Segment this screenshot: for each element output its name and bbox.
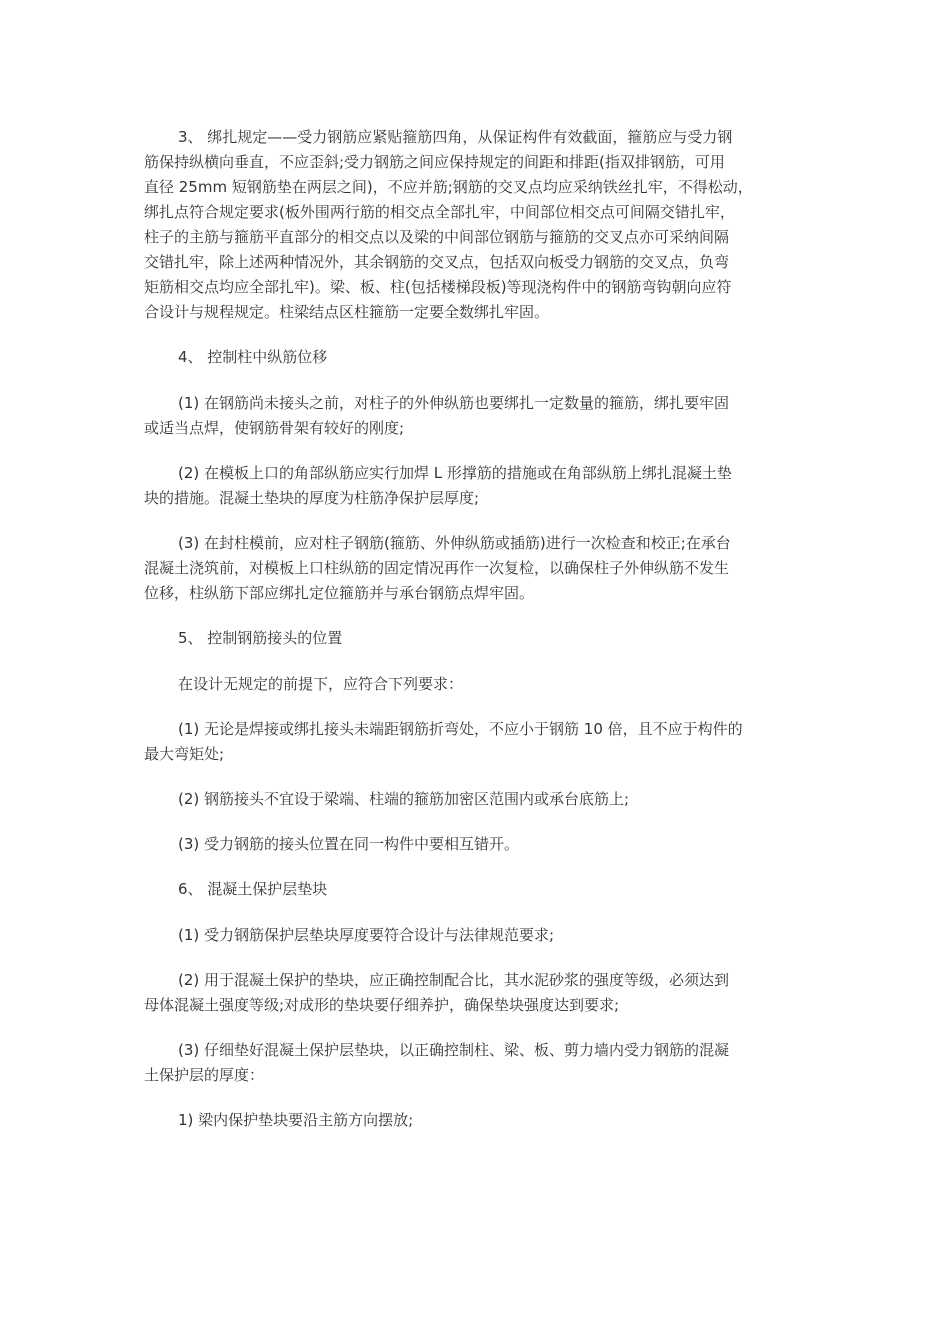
text-line: (3) 受力钢筋的接头位置在同一构件中要相互错开。 — [178, 835, 520, 853]
paragraph-item — [144, 672, 810, 697]
text-line: 母体混凝土强度等级;对成形的垫块要仔细养护，确保垫块强度达到要求; — [144, 996, 620, 1014]
text-line: 柱子的主筋与箍筋平直部分的相交点以及梁的中间部位钢筋与箍筋的交叉点亦可采纳间隔 — [144, 228, 730, 246]
text-line: 交错扎牢，除上述两种情况外，其余钢筋的交叉点，包括双向板受力钢筋的交叉点，负弯 — [144, 253, 730, 271]
text-line: 合设计与规程规定。柱梁结点区柱箍筋一定要全数绑扎牢固。 — [144, 303, 550, 321]
text-line: 绑扎点符合规定要求(板外围两行筋的相交点全部扎牢，中间部位相交点可间隔交错扎牢， — [144, 203, 735, 221]
paragraph-item — [144, 923, 810, 948]
text-line: 5、 控制钢筋接头的位置 — [178, 629, 343, 647]
section-heading — [144, 345, 810, 370]
text-line: 3、 绑扎规定——受力钢筋应紧贴箍筋四角，从保证构件有效截面，箍筋应与受力钢 — [178, 128, 733, 146]
paragraph-item — [144, 717, 810, 767]
text-line: 1) 梁内保护垫块要沿主筋方向摆放; — [178, 1111, 414, 1129]
paragraph-binding-rules — [144, 125, 810, 325]
paragraph-item — [144, 391, 810, 441]
text-line: 在设计无规定的前提下，应符合下列要求： — [178, 675, 464, 693]
text-line: (1) 受力钢筋保护层垫块厚度要符合设计与法律规范要求; — [178, 926, 555, 944]
text-line: 块的措施。混凝土垫块的厚度为柱筋净保护层厚度; — [144, 489, 480, 507]
document-body — [144, 125, 810, 1153]
text-line: 4、 控制柱中纵筋位移 — [178, 348, 328, 366]
paragraph-item — [144, 461, 810, 511]
text-line: (1) 无论是焊接或绑扎接头未端距钢筋折弯处，不应小于钢筋 10 倍，且不应于构件的 — [178, 720, 743, 738]
text-line: (3) 仔细垫好混凝土保护层垫块，以正确控制柱、梁、板、剪力墙内受力钢筋的混凝 — [178, 1041, 730, 1059]
text-line: 直径 25mm 短钢筋垫在两层之间)，不应并筋;钢筋的交叉点均应采纳铁丝扎牢，不得松动， — [144, 178, 753, 196]
text-line: 矩筋相交点均应全部扎牢)。梁、板、柱(包括楼梯段板)等现浇构件中的钢筋弯钩朝向应符 — [144, 278, 732, 296]
text-line: (2) 在模板上口的角部纵筋应实行加焊 L 形撑筋的措施或在角部纵筋上绑扎混凝土垫 — [178, 464, 732, 482]
text-line: 位移，柱纵筋下部应绑扎定位箍筋并与承台钢筋点焊牢固。 — [144, 584, 535, 602]
paragraph-item — [144, 1038, 810, 1088]
text-line: 或适当点焊，使钢筋骨架有较好的刚度; — [144, 419, 405, 437]
section-heading — [144, 626, 810, 651]
section-heading — [144, 877, 810, 902]
text-line: 6、 混凝土保护层垫块 — [178, 880, 328, 898]
text-line: (2) 用于混凝土保护的垫块，应正确控制配合比，其水泥砂浆的强度等级，必须达到 — [178, 971, 730, 989]
paragraph-item — [144, 832, 810, 857]
paragraph-item — [144, 531, 810, 606]
paragraph-item — [144, 787, 810, 812]
paragraph-item — [144, 1108, 810, 1133]
paragraph-item — [144, 968, 810, 1018]
text-line: 最大弯矩处; — [144, 745, 225, 763]
text-line: 土保护层的厚度： — [144, 1066, 265, 1084]
text-line: 筋保持纵横向垂直，不应歪斜;受力钢筋之间应保持规定的间距和排距(指双排钢筋，可用 — [144, 153, 725, 171]
text-line: 混凝土浇筑前，对模板上口柱纵筋的固定情况再作一次复检，以确保柱子外伸纵筋不发生 — [144, 559, 730, 577]
text-line: (1) 在钢筋尚未接头之前，对柱子的外伸纵筋也要绑扎一定数量的箍筋，绑扎要牢固 — [178, 394, 730, 412]
text-line: (2) 钢筋接头不宜设于梁端、柱端的箍筋加密区范围内或承台底筋上; — [178, 790, 630, 808]
text-line: (3) 在封柱模前，应对柱子钢筋(箍筋、外伸纵筋或插筋)进行一次检查和校正;在承台 — [178, 534, 731, 552]
